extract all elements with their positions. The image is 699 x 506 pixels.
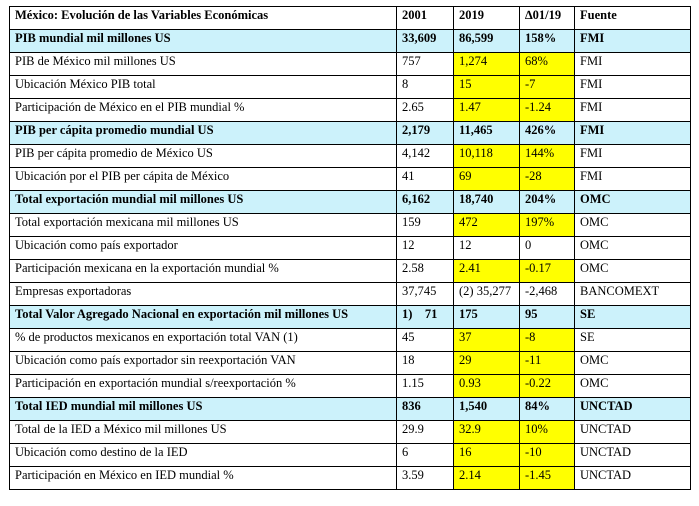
row-value-2001: 29.9 — [397, 421, 454, 444]
row-label: Total exportación mundial mil millones US — [10, 191, 397, 214]
row-source: FMI — [575, 168, 691, 191]
row-value-2001: 37,745 — [397, 283, 454, 306]
table-row — [10, 214, 691, 237]
row-value-2019: (2) 35,277 — [454, 283, 520, 306]
row-delta: 84% — [520, 398, 575, 421]
table-row — [10, 260, 691, 283]
row-value-2001: 2,179 — [397, 122, 454, 145]
table-row-total — [10, 30, 691, 53]
row-value-2001: 18 — [397, 352, 454, 375]
table-row — [10, 375, 691, 398]
row-value-2019: 0.93 — [454, 375, 520, 398]
row-delta: 95 — [520, 306, 575, 329]
row-label: % de productos mexicanos en exportación total VAN (1) — [10, 329, 397, 352]
header-delta: ∆01/19 — [520, 7, 575, 30]
row-delta: -11 — [520, 352, 575, 375]
row-value-2019: 472 — [454, 214, 520, 237]
row-value-2019: 2.41 — [454, 260, 520, 283]
row-label: Ubicación como destino de la IED — [10, 444, 397, 467]
row-label: Participación mexicana en la exportación mundial % — [10, 260, 397, 283]
table-row — [10, 444, 691, 467]
header-2019: 2019 — [454, 7, 520, 30]
row-delta: 197% — [520, 214, 575, 237]
row-delta: 0 — [520, 237, 575, 260]
row-value-2001: 2.65 — [397, 99, 454, 122]
row-delta: -10 — [520, 444, 575, 467]
row-label: Ubicación como país exportador — [10, 237, 397, 260]
row-source: FMI — [575, 76, 691, 99]
row-source: SE — [575, 329, 691, 352]
row-value-2019: 1,274 — [454, 53, 520, 76]
table-row — [10, 168, 691, 191]
row-value-2001: 2.58 — [397, 260, 454, 283]
row-value-2001: 3.59 — [397, 467, 454, 490]
table-row — [10, 283, 691, 306]
row-label: Total Valor Agregado Nacional en exportación mil millones US — [10, 306, 397, 329]
row-label: Ubicación México PIB total — [10, 76, 397, 99]
row-value-2001: 836 — [397, 398, 454, 421]
row-value-2001: 6 — [397, 444, 454, 467]
row-delta: 204% — [520, 191, 575, 214]
row-source: UNCTAD — [575, 398, 691, 421]
row-value-2019: 15 — [454, 76, 520, 99]
row-value-2001: 159 — [397, 214, 454, 237]
row-label: Total exportación mexicana mil millones US — [10, 214, 397, 237]
row-label: Empresas exportadoras — [10, 283, 397, 306]
row-value-2019: 18,740 — [454, 191, 520, 214]
table-row — [10, 99, 691, 122]
row-source: OMC — [575, 214, 691, 237]
row-source: UNCTAD — [575, 421, 691, 444]
row-source: UNCTAD — [575, 467, 691, 490]
row-value-2019: 175 — [454, 306, 520, 329]
row-source: FMI — [575, 53, 691, 76]
row-value-2001: 1.15 — [397, 375, 454, 398]
row-source: OMC — [575, 237, 691, 260]
row-delta: -28 — [520, 168, 575, 191]
row-label: Participación en México en IED mundial % — [10, 467, 397, 490]
row-value-2001: 45 — [397, 329, 454, 352]
row-source: FMI — [575, 145, 691, 168]
row-source: OMC — [575, 352, 691, 375]
row-delta: 10% — [520, 421, 575, 444]
table-row — [10, 329, 691, 352]
header-title: México: Evolución de las Variables Económicas — [10, 7, 397, 30]
row-label: PIB per cápita promedio mundial US — [10, 122, 397, 145]
table-row-total — [10, 191, 691, 214]
header-2001: 2001 — [397, 7, 454, 30]
row-delta: -2,468 — [520, 283, 575, 306]
row-value-2019: 16 — [454, 444, 520, 467]
row-delta: 68% — [520, 53, 575, 76]
row-value-2019: 2.14 — [454, 467, 520, 490]
table-row — [10, 467, 691, 490]
row-value-2001: 4,142 — [397, 145, 454, 168]
row-source: FMI — [575, 30, 691, 53]
table-row — [10, 76, 691, 99]
row-value-2019: 32.9 — [454, 421, 520, 444]
table-row — [10, 421, 691, 444]
row-label: Participación en exportación mundial s/reexportación % — [10, 375, 397, 398]
row-label: Participación de México en el PIB mundial % — [10, 99, 397, 122]
row-label: Ubicación como país exportador sin reexportación VAN — [10, 352, 397, 375]
row-source: FMI — [575, 99, 691, 122]
row-value-2019: 11,465 — [454, 122, 520, 145]
row-value-2019: 1,540 — [454, 398, 520, 421]
row-value-2001: 757 — [397, 53, 454, 76]
row-source: OMC — [575, 375, 691, 398]
row-value-2001: 6,162 — [397, 191, 454, 214]
table-row-total — [10, 306, 691, 329]
row-value-2019: 29 — [454, 352, 520, 375]
row-value-2001: 1) 71 — [397, 306, 454, 329]
table-row — [10, 145, 691, 168]
row-label: PIB mundial mil millones US — [10, 30, 397, 53]
row-value-2001: 12 — [397, 237, 454, 260]
row-delta: -0.22 — [520, 375, 575, 398]
table-row — [10, 237, 691, 260]
row-value-2001: 8 — [397, 76, 454, 99]
economic-variables-table — [9, 6, 691, 490]
row-source: OMC — [575, 260, 691, 283]
row-source: BANCOMEXT — [575, 283, 691, 306]
row-value-2019: 86,599 — [454, 30, 520, 53]
row-delta: -1.24 — [520, 99, 575, 122]
row-value-2019: 1.47 — [454, 99, 520, 122]
table-row-total — [10, 122, 691, 145]
row-label: Total IED mundial mil millones US — [10, 398, 397, 421]
row-value-2001: 33,609 — [397, 30, 454, 53]
row-value-2019: 69 — [454, 168, 520, 191]
table-row — [10, 53, 691, 76]
row-value-2019: 12 — [454, 237, 520, 260]
row-delta: -7 — [520, 76, 575, 99]
row-label: Ubicación por el PIB per cápita de México — [10, 168, 397, 191]
row-label: PIB per cápita promedio de México US — [10, 145, 397, 168]
row-delta: -1.45 — [520, 467, 575, 490]
row-value-2019: 37 — [454, 329, 520, 352]
row-source: UNCTAD — [575, 444, 691, 467]
row-value-2019: 10,118 — [454, 145, 520, 168]
row-source: SE — [575, 306, 691, 329]
row-delta: 158% — [520, 30, 575, 53]
row-delta: -8 — [520, 329, 575, 352]
row-delta: 144% — [520, 145, 575, 168]
header-source: Fuente — [575, 7, 691, 30]
table-row-total — [10, 398, 691, 421]
row-label: PIB de México mil millones US — [10, 53, 397, 76]
table-header-row — [10, 7, 691, 30]
table-row — [10, 352, 691, 375]
row-source: OMC — [575, 191, 691, 214]
row-source: FMI — [575, 122, 691, 145]
row-value-2001: 41 — [397, 168, 454, 191]
row-label: Total de la IED a México mil millones US — [10, 421, 397, 444]
row-delta: -0.17 — [520, 260, 575, 283]
row-delta: 426% — [520, 122, 575, 145]
